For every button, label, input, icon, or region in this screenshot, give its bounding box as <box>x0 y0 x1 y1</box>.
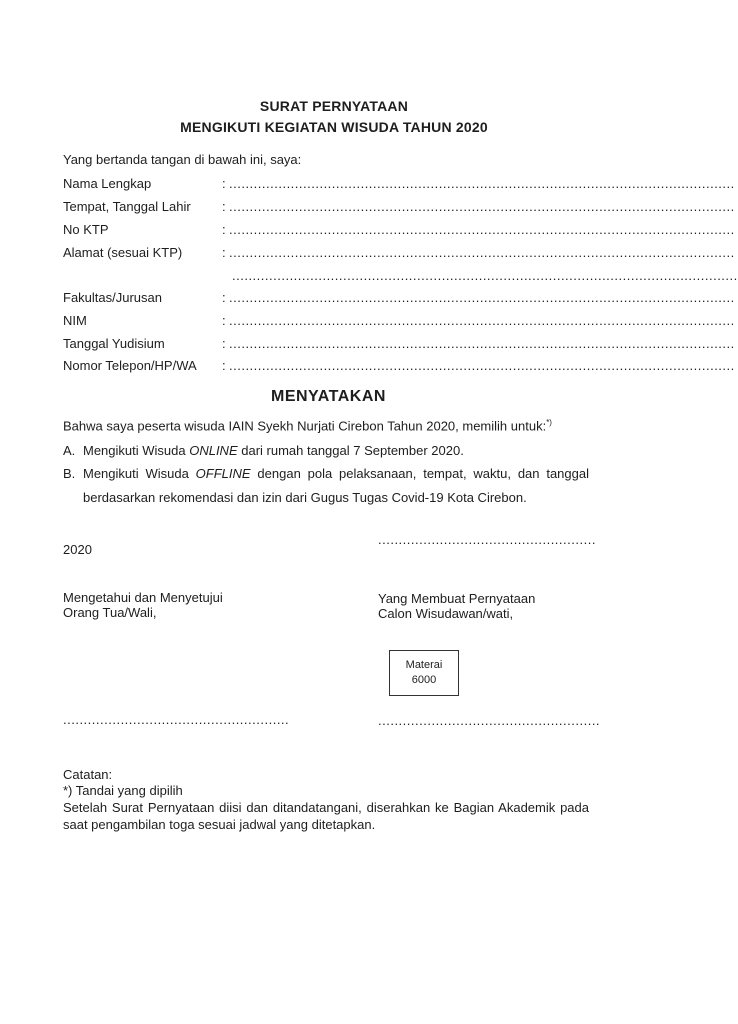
option-a-letter: A. <box>63 443 76 458</box>
statement-heading: MENYATAKAN <box>271 388 386 405</box>
field-line-telepon[interactable]: ........................................................................................................................... <box>229 358 735 373</box>
field-label-fakultas: Fakultas/Jurusan <box>63 290 162 305</box>
field-colon: : <box>222 245 226 260</box>
intro-text: Yang bertanda tangan di bawah ini, saya: <box>63 152 302 167</box>
option-b-letter: B. <box>63 466 76 481</box>
statement-intro-text: Bahwa saya peserta wisuda IAIN Syekh Nurjati Cirebon Tahun 2020, memilih untuk: <box>63 418 547 434</box>
option-b-mode: OFFLINE <box>195 466 251 481</box>
left-signature-line2: Orang Tua/Wali, <box>63 605 157 620</box>
field-line-ktp[interactable]: ........................................................................................................................... <box>229 222 735 237</box>
stamp-value: 6000 <box>411 674 437 686</box>
option-b-post: dengan pola pelaksanaan, tempat, waktu, dan tanggal <box>250 466 589 481</box>
field-line-fakultas[interactable]: ........................................................................................................................... <box>229 290 735 305</box>
field-colon: : <box>222 199 226 214</box>
option-b[interactable] <box>83 466 589 481</box>
field-label-nim: NIM <box>63 313 87 328</box>
right-signature-line2: Calon Wisudawan/wati, <box>378 606 514 621</box>
field-colon: : <box>222 176 226 191</box>
option-b-pre: Mengikuti Wisuda <box>83 466 196 481</box>
field-line-alamat[interactable]: ........................................................................................................................... <box>229 245 735 260</box>
option-a[interactable] <box>83 443 464 458</box>
left-signature-line[interactable]: ....................................................... <box>63 712 290 727</box>
field-label-telepon: Nomor Telepon/HP/WA <box>63 358 197 373</box>
field-line-nim[interactable]: ........................................................................................................................... <box>229 313 735 328</box>
left-signature-line1: Mengetahui dan Menyetujui <box>63 590 223 605</box>
option-b-line2: berdasarkan rekomendasi dan izin dari Gugus Tugas Covid-19 Kota Cirebon. <box>83 490 527 505</box>
field-colon: : <box>222 358 226 373</box>
field-label-yudisium: Tanggal Yudisium <box>63 336 165 351</box>
notes-heading: Catatan: <box>63 767 113 782</box>
field-line-alamat-2[interactable]: ........................................................................................................................... <box>232 268 738 283</box>
right-signature-line1: Yang Membuat Pernyataan <box>378 591 536 606</box>
field-label-ttl: Tempat, Tanggal Lahir <box>63 199 191 214</box>
field-colon: : <box>222 313 226 328</box>
field-colon: : <box>222 336 226 351</box>
notes-line3: saat pengambilan toga sesuai jadwal yang ditetapkan. <box>63 817 376 832</box>
field-colon: : <box>222 222 226 237</box>
field-line-nama[interactable]: ........................................................................................................................... <box>229 176 735 191</box>
option-a-pre: Mengikuti Wisuda <box>83 443 190 458</box>
document-subtitle: MENGIKUTI KEGIATAN WISUDA TAHUN 2020 <box>180 119 488 135</box>
statement-intro-mark: *) <box>546 418 552 427</box>
option-a-post: dari rumah tanggal 7 September 2020. <box>237 443 464 458</box>
option-a-mode: ONLINE <box>189 443 238 458</box>
right-signature-line[interactable]: ...................................................... <box>378 713 601 728</box>
stamp-label: Materai <box>405 659 443 671</box>
date-year: 2020 <box>63 542 92 557</box>
field-label-alamat: Alamat (sesuai KTP) <box>63 245 183 260</box>
field-label-nama: Nama Lengkap <box>63 176 152 191</box>
statement-intro <box>63 418 552 433</box>
materai-stamp-box <box>389 650 459 696</box>
field-colon: : <box>222 290 226 305</box>
field-line-yudisium[interactable]: ........................................................................................................................... <box>229 336 735 351</box>
date-place-line[interactable]: ..................................................... <box>378 532 596 547</box>
notes-line1: *) Tandai yang dipilih <box>63 783 183 798</box>
field-line-ttl[interactable]: ........................................................................................................................... <box>229 199 735 214</box>
notes-line2: Setelah Surat Pernyataan diisi dan ditandatangani, diserahkan ke Bagian Akademik pada <box>63 800 589 815</box>
field-label-ktp: No KTP <box>63 222 109 237</box>
document-title: SURAT PERNYATAAN <box>259 98 409 114</box>
